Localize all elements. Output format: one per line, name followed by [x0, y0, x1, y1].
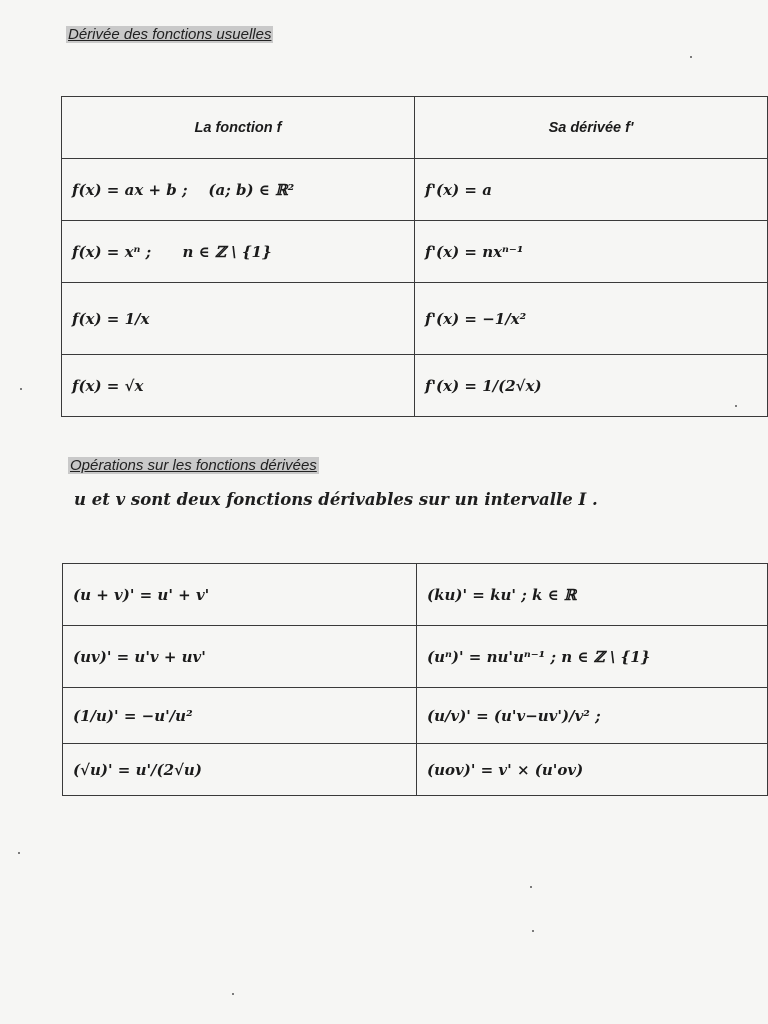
operation-left: (u + v)' = u' + v'	[63, 564, 417, 626]
function-condition: n ∈ ℤ \ {1}	[182, 242, 272, 261]
table-row	[62, 159, 768, 221]
scan-speck	[232, 993, 234, 995]
table-row	[62, 221, 768, 283]
table-row	[63, 626, 768, 688]
scan-speck	[18, 852, 20, 854]
derivative-formula: f'(x) = 1/(2√x)	[415, 355, 768, 417]
table-row	[63, 564, 768, 626]
table-row	[62, 283, 768, 355]
usual-derivatives-table	[61, 96, 768, 417]
scan-speck	[530, 886, 532, 888]
derivative-formula: f'(x) = −1/x²	[415, 283, 768, 355]
section-title-usual-derivatives: Dérivée des fonctions usuelles	[68, 26, 272, 43]
function-condition: (a; b) ∈ ℝ²	[208, 180, 295, 199]
scan-speck	[735, 405, 737, 407]
scan-speck	[690, 56, 692, 58]
derivative-formula: f'(x) = a	[415, 159, 768, 221]
operation-left: (uv)' = u'v + uv'	[63, 626, 417, 688]
header-function: La fonction f	[62, 97, 415, 159]
operation-right: (ku)' = ku' ; k ∈ ℝ	[417, 564, 768, 626]
function-formula: f(x) = xⁿ ;	[72, 242, 152, 261]
operation-right: (u/v)' = (u'v−uv')/v² ;	[417, 688, 768, 744]
scan-speck	[20, 388, 22, 390]
table-row	[62, 355, 768, 417]
operation-left: (√u)' = u'/(2√u)	[63, 744, 417, 796]
operation-right: (uov)' = v' × (u'ov)	[417, 744, 768, 796]
table-row	[63, 744, 768, 796]
operation-right: (uⁿ)' = nu'uⁿ⁻¹ ; n ∈ ℤ \ {1}	[417, 626, 768, 688]
function-formula: f(x) = 1/x	[62, 283, 415, 355]
operations-table	[62, 563, 768, 796]
intro-sentence: u et v sont deux fonctions dérivables sur un intervalle I .	[74, 490, 598, 509]
scan-speck	[532, 930, 534, 932]
operation-left: (1/u)' = −u'/u²	[63, 688, 417, 744]
section-title-operations: Opérations sur les fonctions dérivées	[70, 457, 317, 474]
table-row	[63, 688, 768, 744]
function-formula: f(x) = ax + b ;	[72, 180, 188, 199]
derivative-formula: f'(x) = nxⁿ⁻¹	[415, 221, 768, 283]
header-derivative: Sa dérivée f'	[415, 97, 768, 159]
function-formula: f(x) = √x	[62, 355, 415, 417]
